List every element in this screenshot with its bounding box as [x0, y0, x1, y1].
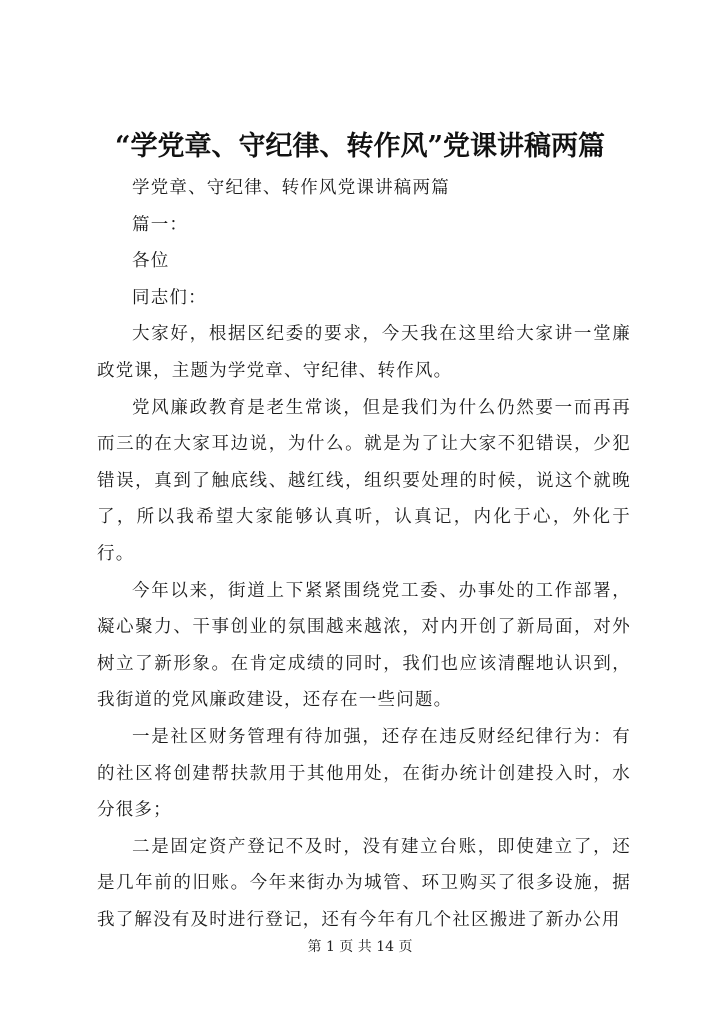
paragraph: 学党章、守纪律、转作风党课讲稿两篇: [132, 178, 450, 198]
paragraph: 二是固定资产登记不及时，没有建立台账，即使建立了，还是几年前的旧账。今年来街办为城管、环卫购买了很多设施，据我了解没有及时进行登记，还有今年有几个社区搬进了新办公用: [97, 836, 631, 930]
paragraph: 同志们：: [132, 287, 207, 308]
paragraph: 篇一：: [132, 214, 189, 235]
paragraph: 党风廉政教育是老生常谈，但是我们为什么仍然要一而再再而三的在大家耳边说，为什么。就是为了让大家不犯错误，少犯错误，真到了触底线、越红线，组织要处理的时候，说这个就晚了，所以我希望大家能够认真听，认真记，内化于心，外化于行。: [97, 397, 631, 564]
page-footer: 第 1 页 共 14 页: [307, 939, 413, 955]
document-title: “学党章、守纪律、转作风”党课讲稿两篇: [114, 131, 606, 162]
paragraph: 今年以来，街道上下紧紧围绕党工委、办事处的工作部署，凝心聚力、干事创业的氛围越来越浓，对内开创了新局面，对外树立了新形象。在肯定成绩的同时，我们也应该清醒地认识到，我街道的党风廉政建设，还存在一些问题。: [97, 580, 631, 711]
paragraph: 大家好，根据区纪委的要求，今天我在这里给大家讲一堂廉政党课，主题为学党章、守纪律、转作风。: [97, 324, 631, 381]
paragraph: 一是社区财务管理有待加强，还存在违反财经纪律行为：有的社区将创建帮扶款用于其他用处，在街办统计创建投入时，水分很多；: [97, 726, 631, 821]
document-body: [97, 170, 631, 938]
paragraph: 各位: [132, 251, 170, 272]
